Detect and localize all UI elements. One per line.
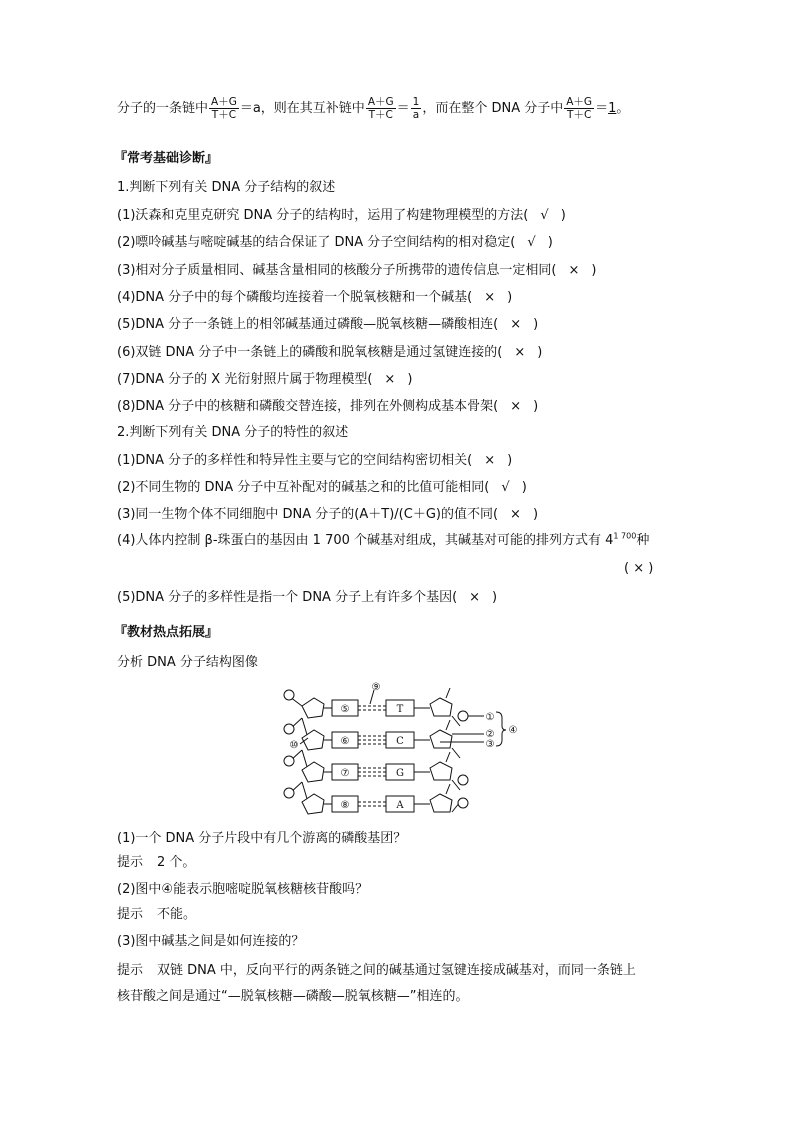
intro-line	[117, 96, 629, 121]
fraction-denominator: T＋C	[368, 109, 393, 121]
item-text: (1)DNA 分子的多样性和特异性主要与它的空间结构密切相关(	[117, 453, 473, 468]
intro-text: ＝a，则在其互补链中	[239, 101, 365, 116]
answer-3-continued: 核苷酸之间是通过“—脱氧核糖—磷酸—脱氧核糖—”相连的。	[117, 989, 469, 1004]
judgment-mark: ×	[469, 590, 481, 605]
item-text: )	[533, 399, 539, 415]
diagram-label-9: ⑨	[371, 682, 381, 693]
judgment-mark: ×	[484, 453, 496, 468]
q2-item-2	[117, 479, 527, 497]
underlined-answer: 1	[608, 101, 617, 116]
question-2: (2)图中④能表示胞嘧啶脱氧核糖核苷酸吗？	[117, 882, 369, 897]
section-heading-textbook-extension: 『教材热点拓展』	[114, 625, 219, 640]
item-text: )	[547, 235, 553, 251]
intro-text: ＝	[595, 101, 609, 116]
diagram-label-4: ④	[508, 725, 518, 736]
tip-text: 不能。	[157, 907, 197, 922]
fraction-numerator: A＋G	[367, 96, 394, 108]
intro-text: 分子的一条链中	[117, 101, 209, 116]
diagram-number-8: ⑧	[340, 800, 350, 811]
tip-label: 提示	[117, 907, 144, 922]
item-text: )	[532, 507, 539, 522]
item-text: )	[533, 317, 539, 333]
judgment-mark: ×	[514, 344, 526, 360]
item-text: (3)同一生物个体不同细胞中 DNA 分子的(A＋T)/(C＋G)的值不同(	[117, 507, 499, 522]
item-text: (2)嘌呤碱基与嘧啶碱基的结合保证了 DNA 分子空间结构的相对稳定(	[117, 235, 516, 251]
judgment-mark: ×	[484, 289, 496, 305]
fraction-denominator: T＋C	[211, 109, 237, 121]
q1-item-3	[117, 262, 596, 280]
judgment-mark: ×	[510, 399, 522, 415]
item-text: (7)DNA 分子的 X 光衍射照片属于物理模型(	[117, 371, 373, 387]
item-text: (6)双链 DNA 分子中一条链上的磷酸和脱氧核糖是通过氢键连接的(	[117, 344, 503, 360]
answer-3	[117, 962, 636, 980]
diagram-label-10: ⑩	[289, 740, 299, 751]
judgment-mark: √	[501, 480, 510, 495]
base-label-g: G	[396, 768, 404, 779]
q1-item-1	[117, 207, 566, 225]
fraction-numerator: A＋G	[566, 96, 593, 108]
tip-text: 2 个。	[157, 855, 196, 870]
diagram-label-3: ③	[485, 739, 495, 750]
q2-item-4-mark: ( × )	[624, 561, 654, 576]
item-text: (2)不同生物的 DNA 分子中互补配对的碱基之和的比值可能相同(	[117, 480, 490, 495]
q2-item-4	[117, 532, 649, 550]
answer-1	[117, 854, 195, 872]
item-text: )	[521, 480, 527, 495]
diagram-number-6: ⑥	[340, 736, 350, 747]
base-label-t: T	[396, 704, 404, 715]
item-text: (4)人体内控制 β-珠蛋白的基因由 1 700 个碱基对组成，其碱基对可能的排列方式有 4	[117, 533, 614, 548]
judgment-mark: √	[527, 235, 536, 251]
dna-structure-diagram	[280, 682, 520, 818]
answer-2	[117, 906, 196, 924]
section-heading-basic-diagnosis: 『常考基础诊断』	[114, 151, 219, 166]
diagram-label-1: ①	[485, 712, 495, 723]
item-text: )	[492, 590, 498, 605]
judgment-mark: √	[540, 208, 549, 223]
q1-title: 1.判断下列有关 DNA 分子结构的叙述	[117, 180, 336, 195]
analysis-title: 分析 DNA 分子结构图像	[117, 655, 258, 670]
diagram-number-5: ⑤	[340, 704, 350, 715]
tip-label: 提示	[117, 963, 144, 978]
exponent: 1 700	[613, 531, 637, 541]
judgment-mark: ×	[384, 371, 396, 387]
q1-item-8	[117, 398, 538, 416]
q1-item-7	[117, 371, 412, 389]
intro-text: ，而在整个 DNA 分子中	[422, 101, 564, 116]
item-text: (5)DNA 分子的多样性是指一个 DNA 分子上有许多个基因(	[117, 590, 458, 605]
item-text: 种	[636, 533, 650, 548]
item-text: )	[537, 344, 543, 360]
item-text: )	[591, 262, 597, 278]
fraction-denominator: a	[412, 109, 420, 121]
fraction	[366, 96, 396, 121]
base-label-a: A	[396, 800, 404, 811]
diagram-number-7: ⑦	[340, 768, 350, 779]
item-text: (8)DNA 分子中的核糖和磷酸交替连接，排列在外侧构成基本骨架(	[117, 399, 499, 415]
judgment-mark: ×	[510, 317, 522, 333]
q2-item-5	[117, 589, 497, 607]
item-text: (3)相对分子质量相同、碱基含量相同的核酸分子所携带的遗传信息一定相同(	[117, 262, 557, 278]
q1-item-2	[117, 234, 553, 252]
fraction	[411, 96, 422, 121]
tip-label: 提示	[117, 855, 144, 870]
item-text: )	[507, 453, 513, 468]
item-text: )	[407, 371, 413, 387]
intro-text: ＝	[396, 101, 410, 116]
diagram-label-2: ②	[485, 729, 495, 740]
q1-item-5	[117, 316, 538, 334]
fraction-numerator: 1	[412, 96, 420, 108]
q2-item-1	[117, 452, 512, 470]
fraction	[209, 96, 239, 121]
q2-title: 2.判断下列有关 DNA 分子的特性的叙述	[117, 425, 349, 440]
question-3: (3)图中碱基之间是如何连接的？	[117, 934, 305, 949]
intro-text: 。	[616, 101, 630, 116]
item-text: (1)沃森和克里克研究 DNA 分子的结构时，运用了构建物理模型的方法(	[117, 208, 529, 223]
item-text: )	[507, 289, 513, 305]
item-text: (5)DNA 分子一条链上的相邻碱基通过磷酸—脱氧核糖—磷酸相连(	[117, 317, 499, 333]
judgment-mark: ×	[510, 507, 521, 522]
base-label-c: C	[396, 736, 404, 747]
fraction-numerator: A＋G	[211, 96, 237, 108]
q1-item-4	[117, 289, 512, 307]
item-text: (4)DNA 分子中的每个磷酸均连接着一个脱氧核糖和一个碱基(	[117, 289, 473, 305]
fraction-denominator: T＋C	[567, 109, 592, 121]
item-text: )	[560, 208, 566, 223]
fraction	[564, 96, 594, 121]
question-1: (1)一个 DNA 分子片段中有几个游离的磷酸基团？	[117, 831, 407, 846]
tip-text: 双链 DNA 中，反向平行的两条链之间的碱基通过氢键连接成碱基对，而同一条链上	[157, 963, 636, 978]
judgment-mark: ×	[568, 262, 580, 278]
q2-item-3	[117, 506, 538, 524]
q1-item-6	[117, 344, 542, 362]
